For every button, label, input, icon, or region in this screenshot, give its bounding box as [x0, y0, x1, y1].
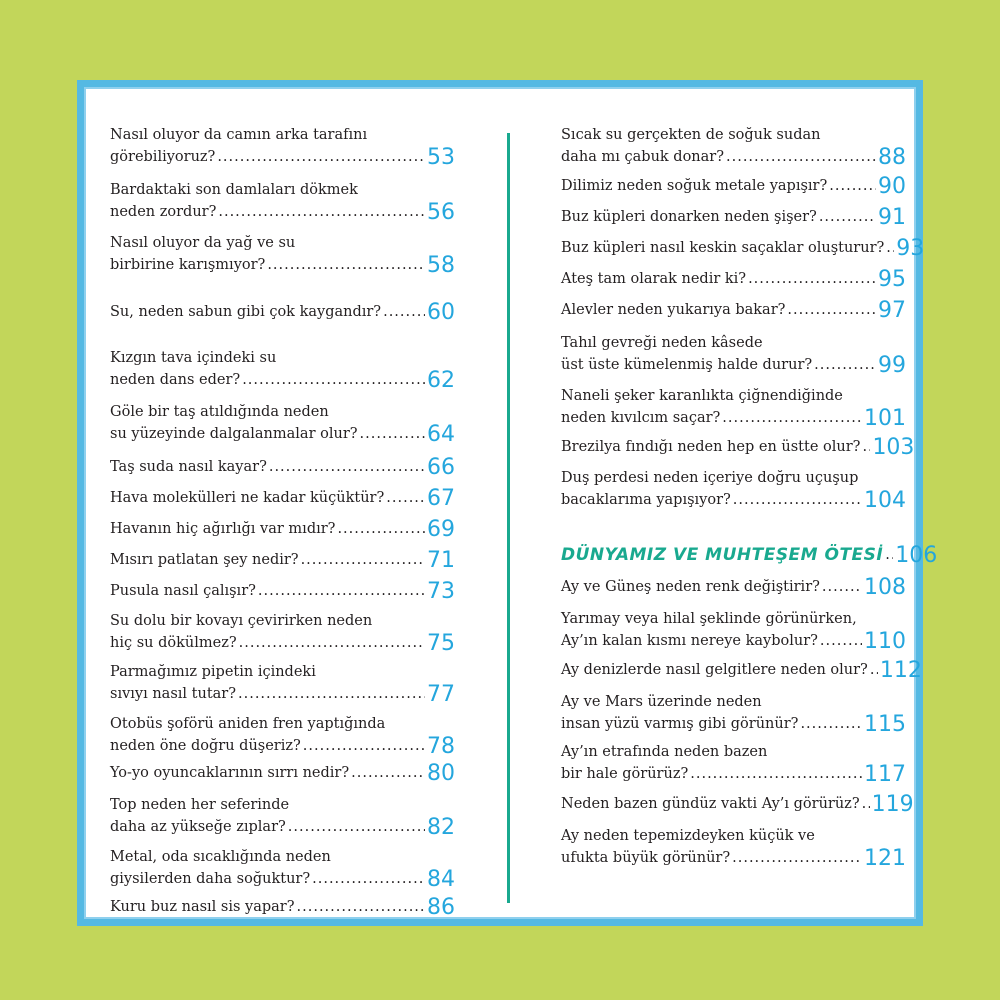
entry-text: üst üste kümelenmiş halde durur? — [561, 357, 813, 373]
entry-text: insan yüzü varmış gibi görünür? — [561, 716, 799, 732]
leader-dots — [238, 684, 425, 704]
page-number: 69 — [427, 517, 455, 542]
toc-entry[interactable] — [561, 125, 906, 170]
entry-text: Alevler neden yukarıya bakar? — [561, 302, 786, 318]
leader-dots — [820, 631, 862, 651]
entry-text: Dilimiz neden soğuk metale yapışır? — [561, 178, 828, 194]
page-number: 88 — [878, 145, 906, 170]
page-number: 67 — [427, 486, 455, 511]
toc-entry[interactable] — [110, 233, 455, 278]
leader-dots — [822, 577, 862, 597]
leader-dots — [267, 255, 425, 275]
leader-dots — [239, 633, 425, 653]
entry-text: Pusula nasıl çalışır? — [110, 583, 256, 599]
toc-entry[interactable] — [561, 298, 906, 323]
leader-dots — [814, 355, 876, 375]
page-number: 77 — [427, 682, 455, 707]
toc-entry[interactable] — [110, 548, 455, 573]
leader-dots — [258, 581, 425, 601]
toc-entry[interactable] — [561, 333, 906, 378]
entry-text: Buz küpleri nasıl keskin saçaklar oluşturur? — [561, 240, 885, 256]
page-number: 110 — [864, 629, 906, 654]
entry-text: birbirine karışmıyor? — [110, 257, 266, 273]
page-number: 58 — [427, 253, 455, 278]
page-number: 82 — [427, 815, 455, 840]
entry-text: Duş perdesi neden içeriye doğru uçuşup — [561, 470, 859, 486]
toc-entry[interactable] — [110, 611, 455, 656]
leader-dots — [242, 370, 425, 390]
toc-entry[interactable] — [561, 826, 906, 871]
toc-entry[interactable] — [110, 300, 455, 325]
toc-entry[interactable] — [561, 792, 914, 817]
entry-text: Su dolu bir kovayı çevirirken neden — [110, 613, 373, 629]
entry-text: ufukta büyük görünür? — [561, 850, 731, 866]
entry-text: Ay’ın kalan kısmı nereye kaybolur? — [561, 633, 818, 649]
toc-entry[interactable] — [110, 486, 455, 511]
toc-entry[interactable] — [561, 609, 906, 654]
entry-text: Ay ve Mars üzerinde neden — [561, 694, 762, 710]
toc-entry[interactable] — [561, 575, 906, 600]
entry-text: Yarımay veya hilal şeklinde görünürken, — [561, 611, 857, 627]
page-number: 101 — [864, 406, 906, 431]
entry-text: bacaklarıma yapışıyor? — [561, 492, 731, 508]
entry-text: giysilerden daha soğuktur? — [110, 871, 311, 887]
leader-dots — [885, 545, 893, 565]
page-number: 117 — [864, 762, 906, 787]
toc-entry[interactable] — [110, 895, 455, 920]
leader-dots — [360, 424, 425, 444]
toc-entry[interactable] — [110, 847, 455, 892]
toc-entry[interactable] — [561, 468, 906, 513]
leader-dots — [312, 869, 425, 889]
toc-entry[interactable] — [110, 125, 455, 170]
toc-entry[interactable] — [561, 692, 906, 737]
leader-dots — [269, 457, 425, 477]
entry-text: Ay denizlerde nasıl gelgitlere neden olur? — [561, 662, 868, 678]
toc-entry[interactable] — [561, 742, 906, 787]
page-number: 95 — [878, 267, 906, 292]
page-number: 91 — [878, 205, 906, 230]
toc-entry[interactable] — [110, 348, 455, 393]
entry-text: görebiliyoruz? — [110, 149, 216, 165]
toc-entry[interactable] — [561, 658, 922, 683]
leader-dots — [288, 817, 425, 837]
page-number: 103 — [872, 435, 915, 460]
toc-entry[interactable] — [561, 386, 906, 431]
page-number: 115 — [864, 712, 906, 737]
page-number: 71 — [427, 548, 455, 573]
leader-dots — [383, 302, 425, 322]
entry-text: Sıcak su gerçekten de soğuk sudan — [561, 127, 821, 143]
entry-text: Metal, oda sıcaklığında neden — [110, 849, 331, 865]
leader-dots — [218, 202, 425, 222]
page-number: 56 — [427, 200, 455, 225]
leader-dots — [732, 848, 862, 868]
entry-text: Nasıl oluyor da yağ ve su — [110, 235, 296, 251]
page-number: 84 — [427, 867, 455, 892]
leader-dots — [748, 269, 876, 289]
leader-dots — [862, 437, 870, 457]
toc-entry[interactable] — [110, 402, 455, 447]
leader-dots — [722, 408, 862, 428]
page-number: 64 — [427, 422, 455, 447]
entry-text: neden dans eder? — [110, 372, 241, 388]
entry-text: Otobüs şoförü aniden fren yaptığında — [110, 716, 386, 732]
page-number: 62 — [427, 368, 455, 393]
toc-entry[interactable] — [561, 267, 906, 292]
entry-text: Brezilya fındığı neden hep en üstte olur? — [561, 439, 861, 455]
entry-text: Buz küpleri donarken neden şişer? — [561, 209, 817, 225]
toc-entry[interactable] — [110, 795, 455, 840]
entry-text: neden zordur? — [110, 204, 217, 220]
toc-entry[interactable] — [561, 174, 906, 199]
column-divider — [507, 133, 510, 903]
entry-text: daha az yükseğe zıplar? — [110, 819, 286, 835]
entry-text: Göle bir taş atıldığında neden — [110, 404, 329, 420]
entry-text: neden kıvılcım saçar? — [561, 410, 721, 426]
entry-text: bir hale görürüz? — [561, 766, 689, 782]
entry-text: Neden bazen gündüz vakti Ay’ı görürüz? — [561, 796, 860, 812]
page-number: 99 — [878, 353, 906, 378]
entry-text: Havanın hiç ağırlığı var mıdır? — [110, 521, 336, 537]
leader-dots — [800, 714, 862, 734]
page-number: 78 — [427, 734, 455, 759]
page-number: 73 — [427, 579, 455, 604]
entry-text: Bardaktaki son damlaları dökmek — [110, 182, 358, 198]
entry-text: Top neden her seferinde — [110, 797, 290, 813]
entry-text: Ay neden tepemizdeyken küçük ve — [561, 828, 815, 844]
entry-text: Parmağımız pipetin içindeki — [110, 664, 316, 680]
leader-dots — [386, 488, 425, 508]
page-number: 86 — [427, 895, 455, 920]
leader-dots — [217, 147, 425, 167]
section-title: DÜNYAMIZ VE MUHTEŞEM ÖTESİ — [561, 545, 884, 565]
leader-dots — [726, 147, 876, 167]
leader-dots — [862, 794, 870, 814]
entry-text: Tahıl gevreği neden kâsede — [561, 335, 763, 351]
page-number: 80 — [427, 761, 455, 786]
entry-text: Su, neden sabun gibi çok kaygandır? — [110, 304, 382, 320]
leader-dots — [870, 660, 878, 680]
page-number: 66 — [427, 455, 455, 480]
leader-dots — [297, 897, 425, 917]
entry-text: Hava molekülleri ne kadar küçüktür? — [110, 490, 385, 506]
entry-text: Ay ve Güneş neden renk değiştirir? — [561, 579, 820, 595]
page-number: 93 — [896, 236, 925, 261]
leader-dots — [886, 238, 894, 258]
page-number: 119 — [871, 792, 914, 817]
leader-dots — [733, 490, 862, 510]
toc-entry[interactable] — [110, 662, 455, 707]
leader-dots — [690, 764, 862, 784]
entry-text: Taş suda nasıl kayar? — [110, 459, 267, 475]
leader-dots — [301, 550, 425, 570]
page-number: 90 — [878, 174, 906, 199]
leader-dots — [337, 519, 425, 539]
toc-entry[interactable] — [110, 714, 455, 759]
entry-text: Yo-yo oyuncaklarının sırrı nedir? — [110, 765, 350, 781]
page-number: 104 — [864, 488, 906, 513]
section-heading[interactable] — [561, 543, 938, 568]
toc-entry[interactable] — [110, 180, 455, 225]
leader-dots — [303, 736, 425, 756]
entry-text: daha mı çabuk donar? — [561, 149, 724, 165]
leader-dots — [351, 763, 425, 783]
entry-text: Kuru buz nasıl sis yapar? — [110, 899, 295, 915]
leader-dots — [829, 176, 876, 196]
toc-entry[interactable] — [561, 236, 925, 261]
entry-text: su yüzeyinde dalgalanmalar olur? — [110, 426, 358, 442]
entry-text: sıvıyı nasıl tutar? — [110, 686, 236, 702]
toc-entry[interactable] — [561, 435, 915, 460]
entry-text: Kızgın tava içindeki su — [110, 350, 277, 366]
page-number: 97 — [878, 298, 906, 323]
entry-text: neden öne doğru düşeriz? — [110, 738, 301, 754]
leader-dots — [787, 300, 876, 320]
toc-entry[interactable] — [110, 761, 455, 786]
leader-dots — [819, 207, 876, 227]
toc-entry[interactable] — [110, 517, 455, 542]
page-number: 60 — [427, 300, 455, 325]
toc-entry[interactable] — [110, 579, 455, 604]
page-number: 108 — [864, 575, 906, 600]
entry-text: Ateş tam olarak nedir ki? — [561, 271, 747, 287]
entry-text: hiç su dökülmez? — [110, 635, 237, 651]
entry-text: Mısırı patlatan şey nedir? — [110, 552, 299, 568]
toc-entry[interactable] — [110, 455, 455, 480]
entry-text: Nasıl oluyor da camın arka tarafını — [110, 127, 368, 143]
toc-page — [77, 80, 938, 926]
entry-text: Naneli şeker karanlıkta çiğnendiğinde — [561, 388, 843, 404]
toc-entry[interactable] — [561, 205, 906, 230]
page-number: 121 — [864, 846, 906, 871]
page-number: 75 — [427, 631, 455, 656]
page-number: 53 — [427, 145, 455, 170]
entry-text: Ay’ın etrafında neden bazen — [561, 744, 768, 760]
page-number: 106 — [895, 543, 938, 568]
page-number: 112 — [879, 658, 922, 683]
